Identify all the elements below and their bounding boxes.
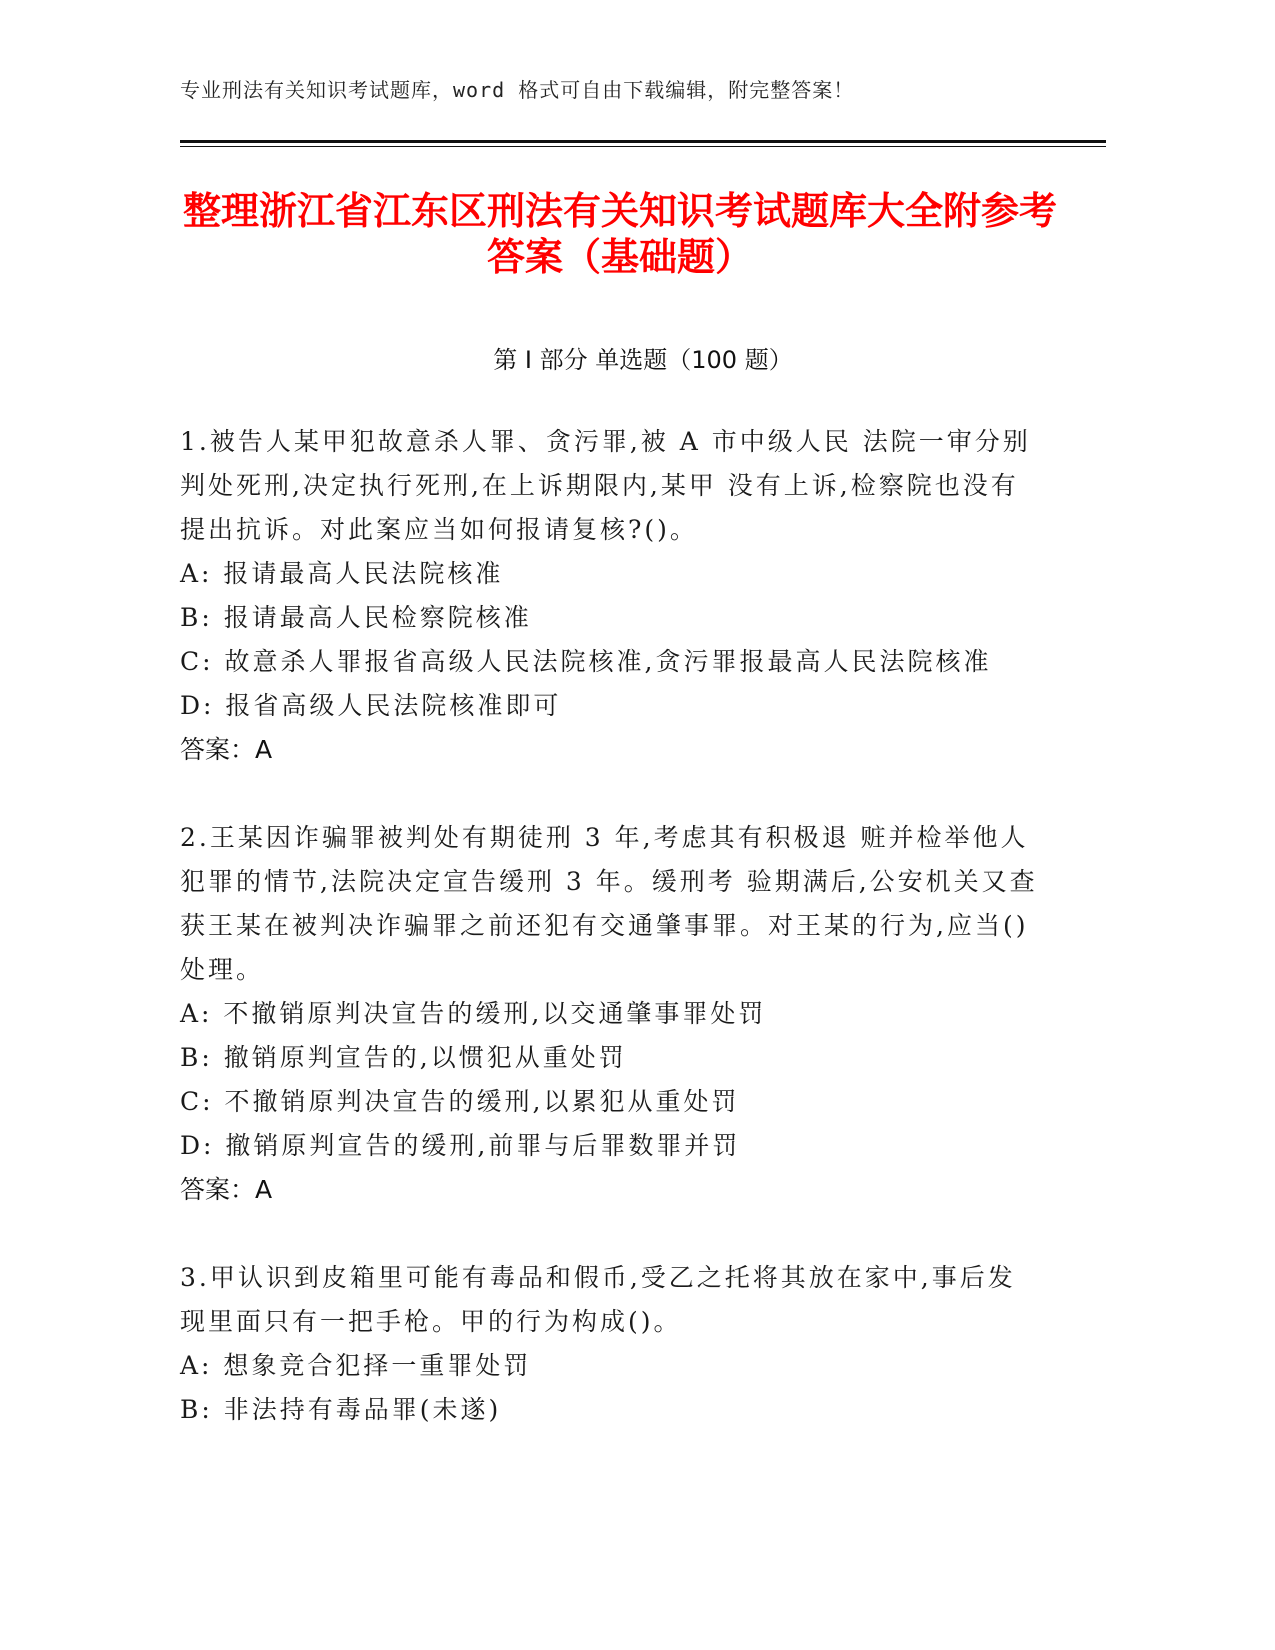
option-b: B: 撤销原判宣告的,以惯犯从重处罚	[180, 1043, 627, 1072]
option-a: A: 报请最高人民法院核准	[180, 559, 504, 588]
question-stem: 3.甲认识到皮箱里可能有毒品和假币,受乙之托将其放在家中,事后发现里面只有一把手枪。甲的行为构成()。	[180, 1263, 1016, 1336]
option-a: A: 想象竞合犯择一重罪处罚	[180, 1351, 532, 1380]
option-c: C: 不撤销原判决宣告的缓刑,以累犯从重处罚	[180, 1087, 740, 1116]
document-title: 整理浙江省江东区刑法有关知识考试题库大全附参考答案（基础题）	[182, 189, 1057, 279]
question-list	[180, 420, 1040, 1476]
option-d: D: 报省高级人民法院核准即可	[180, 691, 562, 720]
header-divider-thin	[180, 146, 1106, 147]
question-3	[180, 1256, 1040, 1432]
question-1	[180, 420, 1040, 772]
option-b: B: 非法持有毒品罪(未遂)	[180, 1395, 502, 1424]
header-note: 专业刑法有关知识考试题库，word 格式可自由下载编辑，附完整答案！	[180, 78, 855, 102]
answer: 答案：A	[180, 735, 273, 764]
question-2	[180, 816, 1040, 1212]
header-divider-thick	[180, 140, 1106, 143]
option-a: A: 不撤销原判决宣告的缓刑,以交通肇事罪处罚	[180, 999, 767, 1028]
question-stem: 1.被告人某甲犯故意杀人罪、贪污罪,被 A 市中级人民 法院一审分别判处死刑,决定执行死刑,在上诉期限内,某甲 没有上诉,检察院也没有提出抗诉。对此案应当如何报请复核?()。	[180, 427, 1031, 544]
option-c: C: 故意杀人罪报省高级人民法院核准,贪污罪报最高人民法院核准	[180, 647, 992, 676]
section-title: 第 I 部分 单选题（100 题）	[493, 346, 793, 374]
option-b: B: 报请最高人民检察院核准	[180, 603, 532, 632]
answer: 答案：A	[180, 1175, 273, 1204]
option-d: D: 撤销原判宣告的缓刑,前罪与后罪数罪并罚	[180, 1131, 741, 1160]
question-stem: 2.王某因诈骗罪被判处有期徒刑 3 年,考虑其有积极退 赃并检举他人犯罪的情节,法院决定宣告缓刑 3 年。缓刑考 验期满后,公安机关又查获王某在被判决诈骗罪之前还犯有交通肇事罪。对王某的行为,应当()处理。	[180, 823, 1038, 984]
